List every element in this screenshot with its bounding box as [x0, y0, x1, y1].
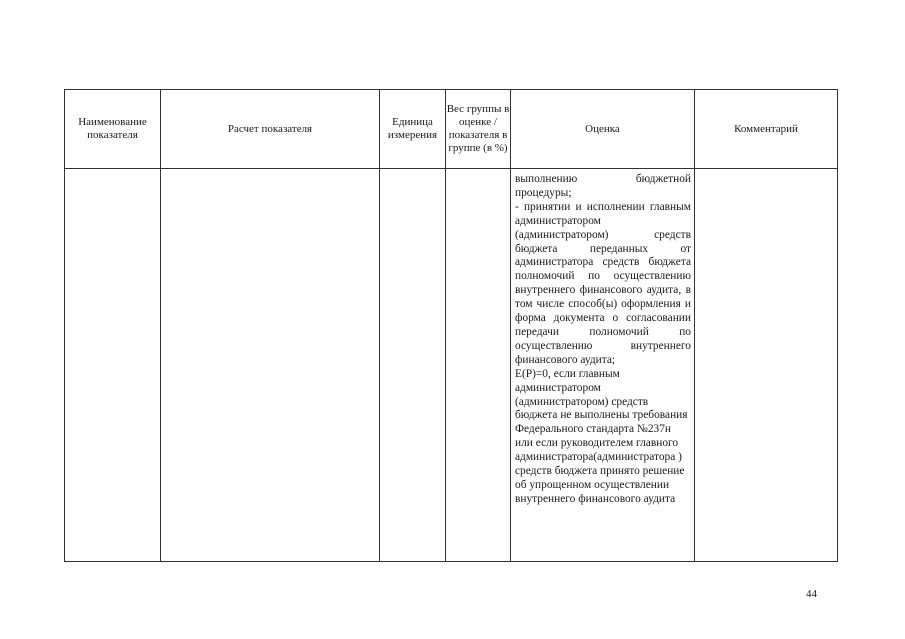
cell-comment — [695, 169, 838, 562]
evaluation-table — [64, 89, 838, 562]
header-unit: Единица измерения — [380, 90, 446, 169]
header-calculation: Расчет показателя — [161, 90, 380, 169]
evaluation-paragraph: выполнению бюджетной процедуры; — [515, 173, 691, 199]
header-comment: Комментарий — [695, 90, 838, 169]
cell-weight — [446, 169, 511, 562]
evaluation-text — [511, 169, 694, 507]
cell-evaluation — [511, 169, 695, 562]
header-indicator-name: Наименование показателя — [65, 90, 161, 169]
cell-indicator-name — [65, 169, 161, 562]
evaluation-paragraph: - принятии и исполнении главным администратором (администратором) средств бюджета переданных от администратора средств бюджета полномочий по осуществлению внутреннего финансового аудита, в том числе способ(ы) оформления и форма документа о согласовании передачи полномочий по осуществлению внутреннего финансового аудита; — [515, 200, 691, 366]
table-header-row — [65, 90, 838, 169]
header-weight: Вес группы в оценке / показателя в группе (в %) — [446, 90, 511, 169]
page-number: 44 — [806, 588, 817, 600]
table-row — [65, 169, 838, 562]
cell-calculation — [161, 169, 380, 562]
cell-unit — [380, 169, 446, 562]
evaluation-paragraph: E(P)=0, если главным администратором (администратором) средств бюджета не выполнены требования Федерального стандарта №237н или если руководителем главного администратора(администратора ) средств бюджета принято решение об упрощенном осуществлении внутреннего финансового аудита — [515, 367, 688, 505]
header-evaluation: Оценка — [511, 90, 695, 169]
